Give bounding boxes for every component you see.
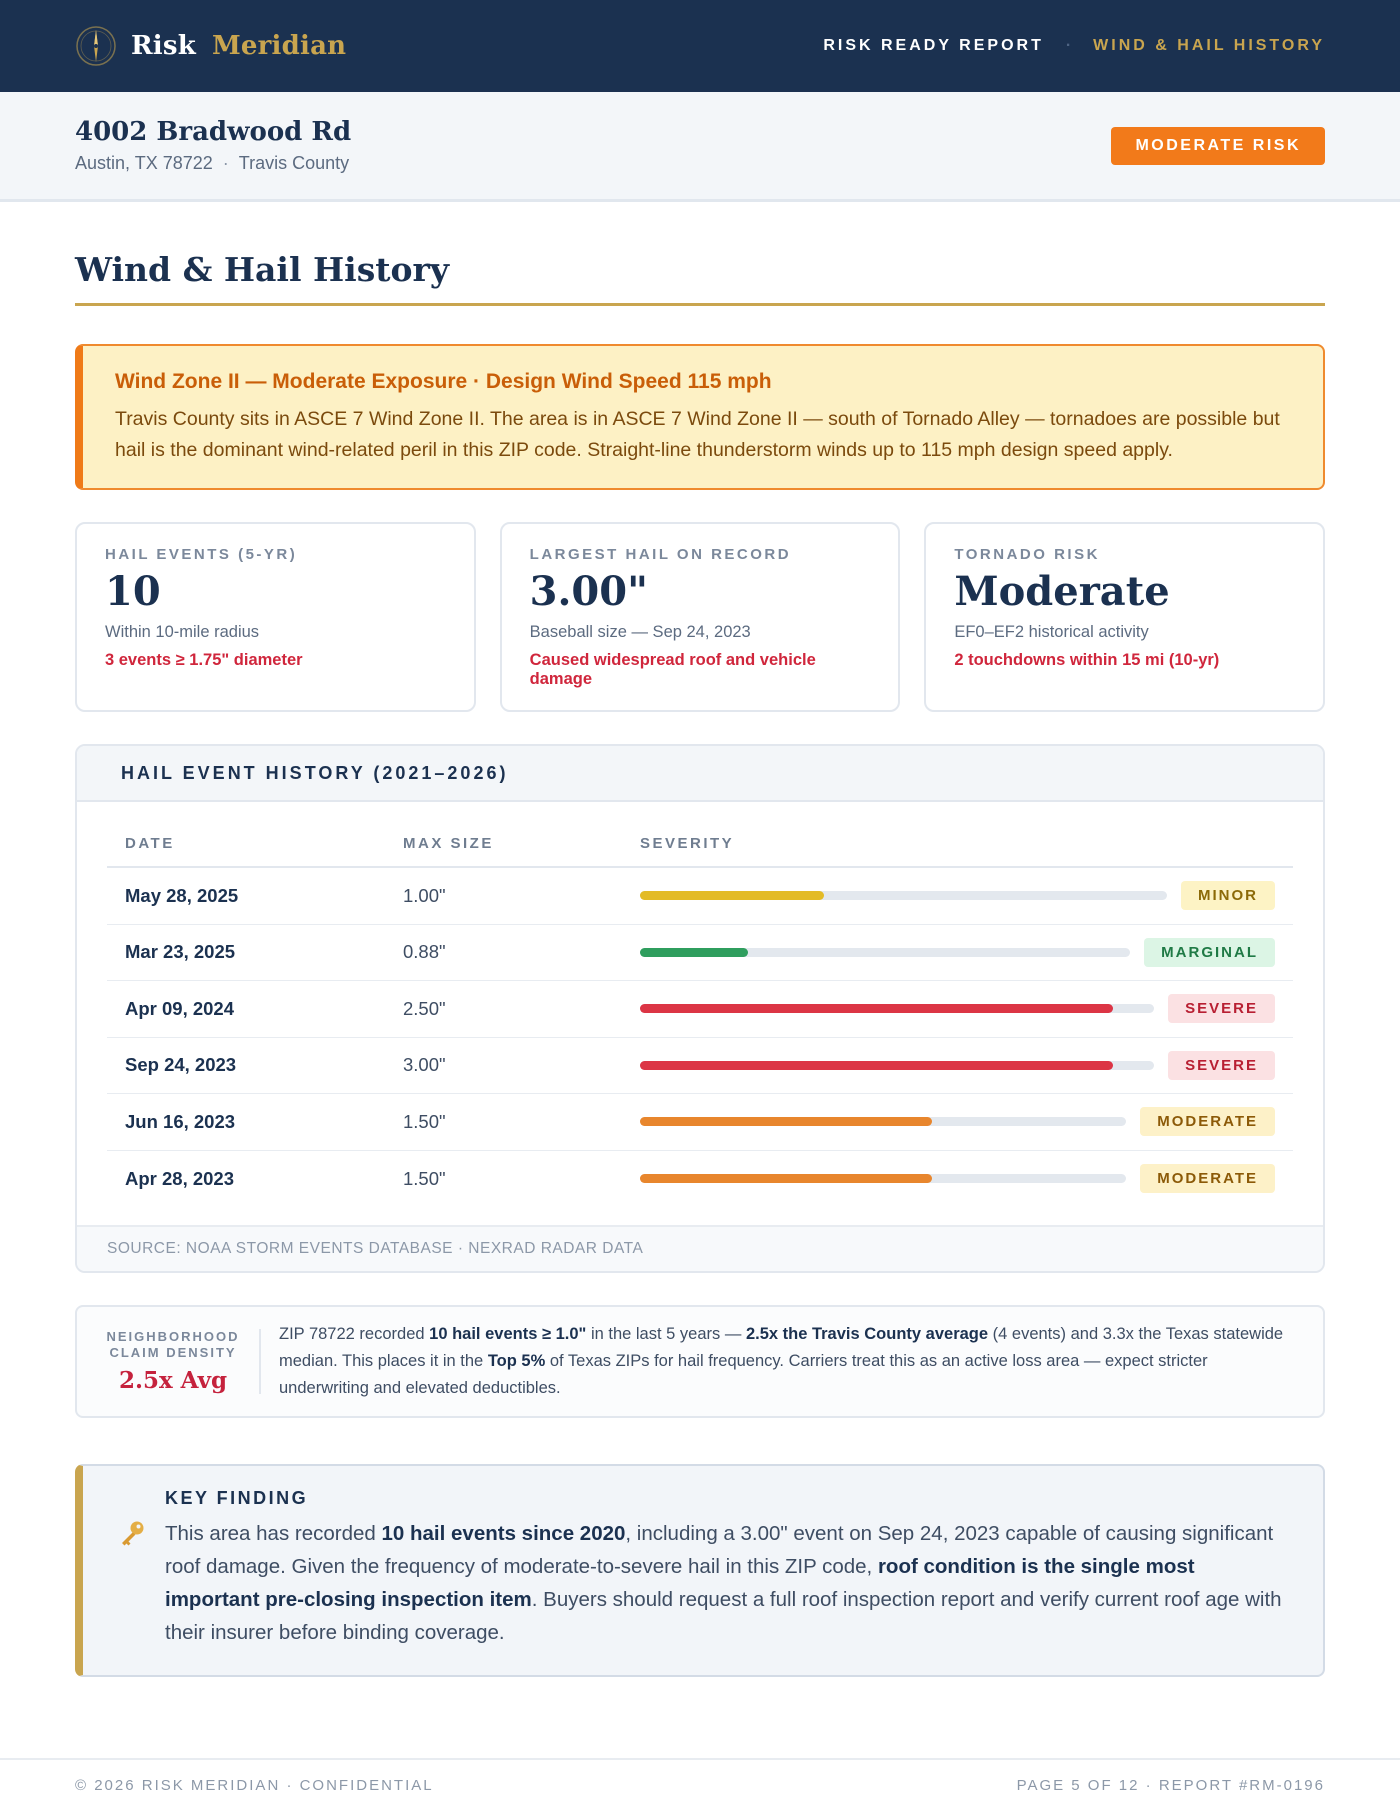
key-bold-1: 10 hail events since 2020 (381, 1522, 626, 1545)
table-body (77, 802, 1323, 1225)
row-severity (640, 881, 1293, 910)
nav-report[interactable]: RISK READY REPORT (823, 37, 1044, 54)
stat-description: Baseball size — Sep 24, 2023 (529, 623, 751, 641)
nav-separator: · (1065, 37, 1072, 54)
density-description (279, 1321, 1293, 1402)
key-finding-body (165, 1517, 1287, 1649)
stat-note: 2 touchdowns within 15 mi (10-yr) (954, 651, 1220, 669)
row-date: May 28, 2025 (125, 884, 239, 906)
callout-heading: Wind Zone II — Moderate Exposure · Design Wind Speed 115 mph (115, 370, 772, 393)
row-date: Sep 24, 2023 (125, 1054, 237, 1076)
page-footer (0, 1758, 1400, 1811)
table-row (107, 1151, 1293, 1208)
key-text-3: . Buyers should request a full roof inspection report and verify current roof age with their insurer before binding coverage. (165, 1588, 1282, 1644)
density-label-line1: NEIGHBORHOOD (106, 1329, 240, 1344)
property-bar (0, 92, 1400, 202)
stat-card-tornado-risk (924, 522, 1325, 712)
row-severity (640, 994, 1293, 1023)
stat-label: LARGEST HAIL ON RECORD (529, 546, 792, 563)
row-severity (640, 1107, 1293, 1136)
severity-bar-track (640, 948, 1130, 957)
table-row (107, 925, 1293, 982)
page-title: Wind & Hail History (75, 250, 1325, 306)
table-title: HAIL EVENT HISTORY (2021–2026) (77, 746, 1323, 802)
table-row (107, 1094, 1293, 1151)
nav-section[interactable]: WIND & HAIL HISTORY (1093, 37, 1325, 54)
stat-value: 3.00" (529, 568, 648, 615)
stat-value: Moderate (954, 568, 1170, 615)
severity-bar-track (640, 1174, 1126, 1183)
footer-copyright: © 2026 RISK MERIDIAN · CONFIDENTIAL (75, 1777, 434, 1794)
row-date: Apr 28, 2023 (125, 1167, 235, 1189)
severity-badge: MODERATE (1140, 1107, 1275, 1136)
stat-note: 3 events ≥ 1.75" diameter (105, 651, 303, 669)
stat-cards (75, 522, 1325, 712)
stat-description: Within 10-mile radius (105, 623, 260, 641)
density-metric (101, 1329, 261, 1394)
row-size: 1.00" (403, 884, 446, 906)
stat-card-largest-hail (500, 522, 901, 712)
footer-page-info: PAGE 5 OF 12 · REPORT #RM-0196 (1016, 1777, 1325, 1794)
brand-logo[interactable] (75, 25, 346, 67)
stat-note: Caused widespread roof and vehicle damage (529, 651, 816, 688)
severity-badge: MARGINAL (1144, 938, 1275, 967)
row-date: Jun 16, 2023 (125, 1110, 236, 1132)
severity-bar-track (640, 1061, 1154, 1070)
report-breadcrumb (823, 37, 1325, 55)
key-icon (117, 1488, 165, 1649)
column-header-severity: SEVERITY (640, 834, 735, 852)
hail-history-table (75, 744, 1325, 1273)
density-text-3: (4 events) and 3.3x the Texas statewide median. This places it in the (279, 1325, 1284, 1370)
severity-badge: SEVERE (1168, 1051, 1275, 1080)
density-bold-1: 10 hail events ≥ 1.0" (429, 1325, 587, 1343)
stat-value: 10 (105, 568, 161, 615)
severity-bar-fill (640, 1117, 932, 1126)
stat-label: HAIL EVENTS (5-YR) (105, 546, 298, 563)
table-source: SOURCE: NOAA STORM EVENTS DATABASE · NEXRAD RADAR DATA (77, 1225, 1323, 1271)
brand-name-part2: Meridian (211, 31, 347, 61)
column-header-date: DATE (125, 834, 175, 852)
key-bold-2: roof condition is the single most important pre-closing inspection item (165, 1555, 1195, 1611)
key-text-1: This area has recorded (165, 1522, 382, 1545)
density-label (101, 1329, 245, 1361)
property-location (75, 153, 351, 174)
wind-zone-callout (75, 344, 1325, 490)
location-separator: · (222, 153, 229, 173)
severity-bar-track (640, 891, 1167, 900)
severity-bar-fill (640, 891, 824, 900)
density-bold-3: Top 5% (487, 1352, 546, 1370)
table-row (107, 1038, 1293, 1095)
row-severity (640, 938, 1293, 967)
compass-icon (75, 25, 117, 67)
table-row (107, 981, 1293, 1038)
top-header (0, 0, 1400, 92)
key-finding-panel (75, 1464, 1325, 1677)
severity-bar-track (640, 1117, 1126, 1126)
row-size: 1.50" (403, 1110, 446, 1132)
table-rows (107, 868, 1293, 1207)
risk-level-badge: MODERATE RISK (1111, 127, 1325, 165)
callout-body: Travis County sits in ASCE 7 Wind Zone II. The area is in ASCE 7 Wind Zone II — south of Tornado Alley — tornadoes are possible but hail is the dominant wind-related peril in this ZIP code. Straight-line thunderstorm winds up to 115 mph design speed apply. (115, 408, 1280, 461)
severity-bar-fill (640, 1061, 1113, 1070)
key-text-2: , including a 3.00" event on Sep 24, 2023 capable of causing significant roof damage. Given the frequency of moderate-to-severe hail in this ZIP code, (165, 1522, 1274, 1578)
severity-bar-track (640, 1004, 1154, 1013)
severity-bar-fill (640, 1174, 932, 1183)
row-date: Apr 09, 2024 (125, 997, 235, 1019)
density-label-line2: CLAIM DENSITY (109, 1345, 237, 1360)
row-date: Mar 23, 2025 (125, 941, 236, 963)
property-address: 4002 Bradwood Rd (75, 117, 352, 147)
severity-badge: SEVERE (1168, 994, 1275, 1023)
property-city: Austin, TX 78722 (75, 153, 213, 173)
severity-badge: MINOR (1181, 881, 1275, 910)
density-text-1: ZIP 78722 recorded (279, 1325, 430, 1343)
row-size: 3.00" (403, 1054, 446, 1076)
density-value: 2.5x Avg (118, 1367, 228, 1394)
density-text-4: of Texas ZIPs for hail frequency. Carriers treat this as an active loss area — expect stricter underwriting and elevated deductibles. (279, 1352, 1208, 1397)
row-severity (640, 1051, 1293, 1080)
stat-description: EF0–EF2 historical activity (954, 623, 1149, 641)
row-severity (640, 1164, 1293, 1193)
table-row (107, 868, 1293, 925)
row-size: 1.50" (403, 1167, 446, 1189)
claim-density-card (75, 1305, 1325, 1418)
report-body (0, 250, 1400, 1677)
severity-badge: MODERATE (1140, 1164, 1275, 1193)
density-text-2: in the last 5 years — (586, 1325, 746, 1343)
brand-name-part1: Risk (131, 31, 196, 61)
severity-bar-fill (640, 948, 748, 957)
property-county: Travis County (238, 153, 350, 173)
column-header-size: MAX SIZE (403, 834, 494, 852)
stat-card-hail-events (75, 522, 476, 712)
key-finding-title: KEY FINDING (165, 1488, 309, 1508)
row-size: 2.50" (403, 997, 446, 1019)
table-header-row (107, 820, 1293, 868)
severity-bar-fill (640, 1004, 1113, 1013)
row-size: 0.88" (403, 941, 446, 963)
stat-label: TORNADO RISK (954, 546, 1100, 563)
density-bold-2: 2.5x the Travis County average (745, 1325, 989, 1343)
